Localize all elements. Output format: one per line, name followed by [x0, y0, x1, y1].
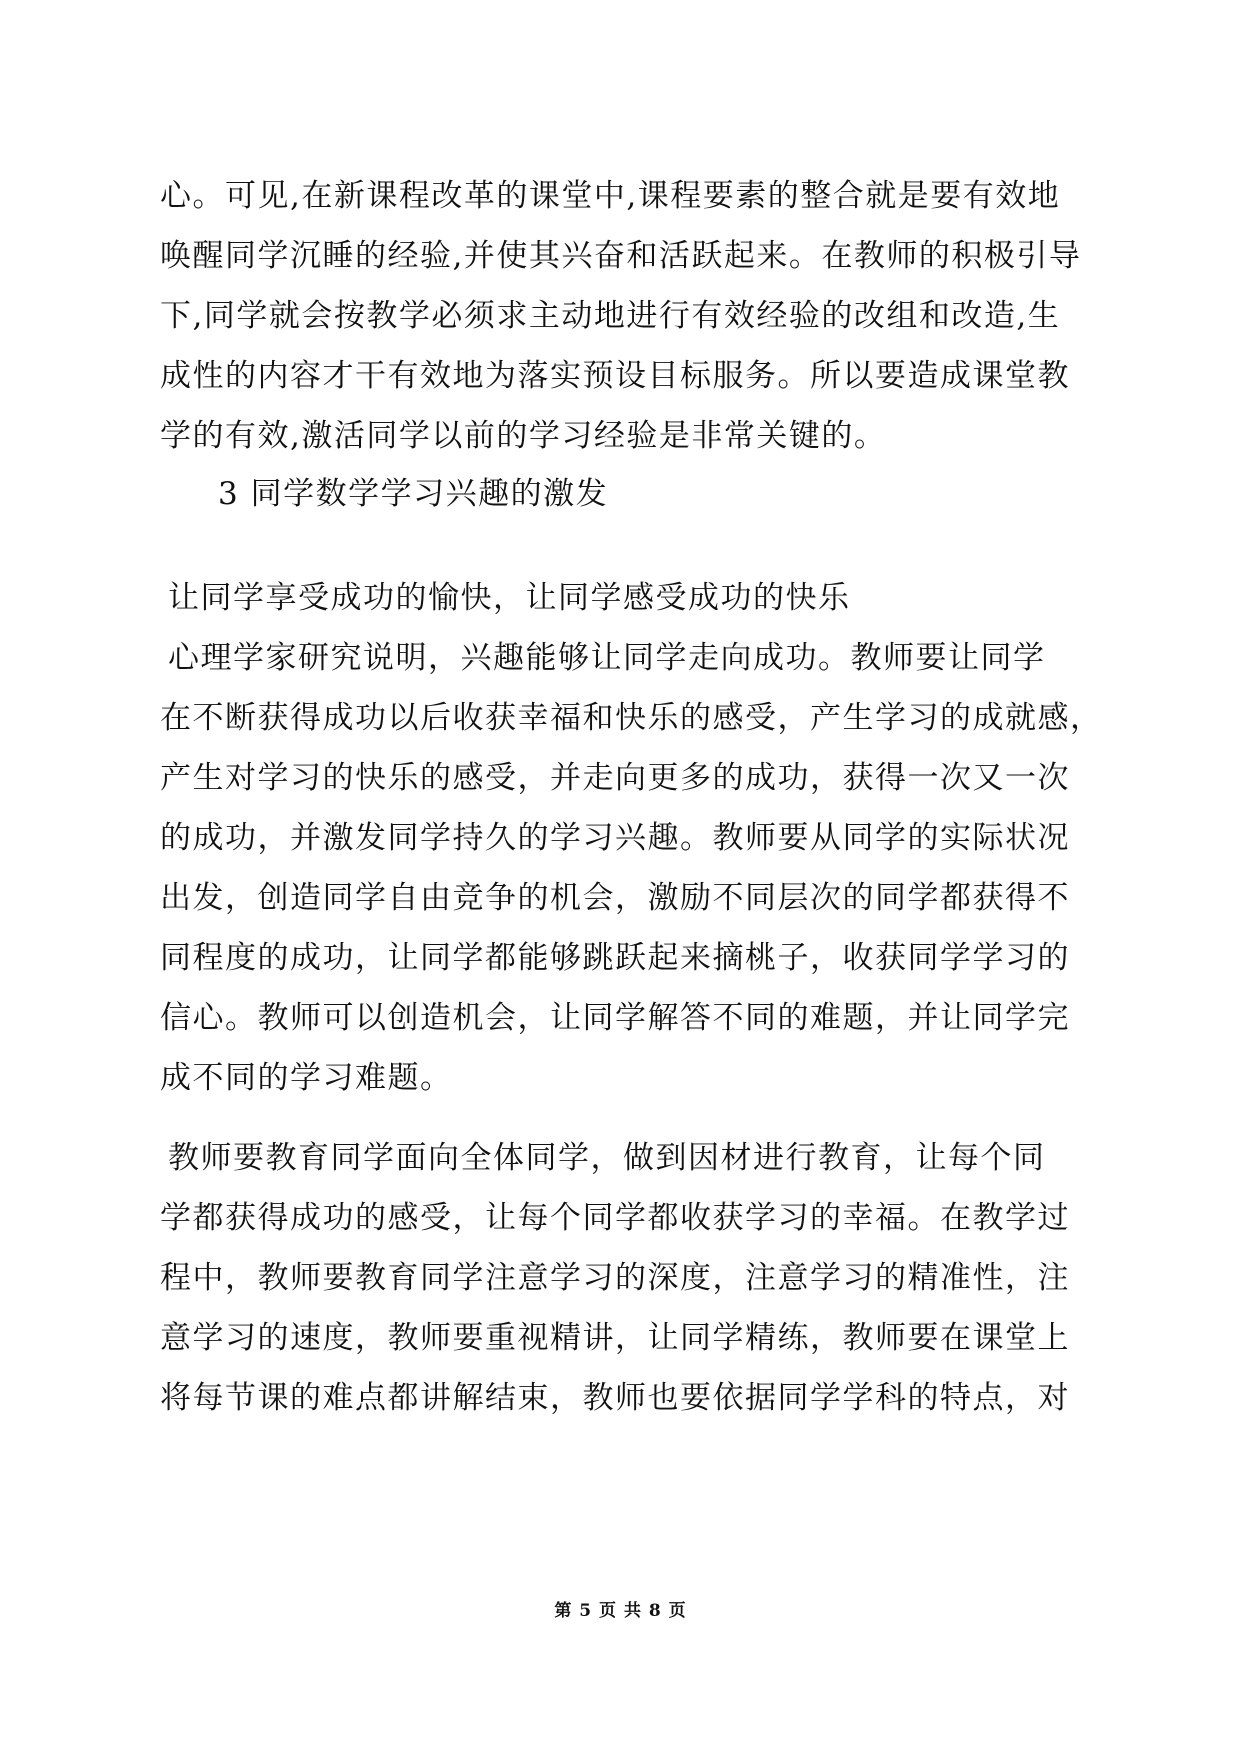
subheading: 让同学享受成功的愉快，让同学感受成功的快乐	[168, 580, 851, 616]
paragraph-line: 学的有效,激活同学以前的学习经验是非常关键的。	[160, 418, 887, 454]
page-footer: 第 5 页 共 8 页	[554, 1601, 687, 1621]
paragraph-line: 成性的内容才干有效地为落实预设目标服务。所以要造成课堂教	[160, 358, 1070, 394]
paragraph-line: 教师要教育同学面向全体同学，做到因材进行教育，让每个同	[168, 1140, 1046, 1176]
paragraph-line: 心。可见,在新课程改革的课堂中,课程要素的整合就是要有效地	[160, 178, 1061, 214]
paragraph-line: 程中，教师要教育同学注意学习的深度，注意学习的精准性，注	[160, 1260, 1070, 1296]
paragraph-line: 意学习的速度，教师要重视精讲，让同学精练，教师要在课堂上	[160, 1320, 1070, 1356]
paragraph-line: 信心。教师可以创造机会，让同学解答不同的难题，并让同学完	[160, 1000, 1070, 1036]
paragraph-line: 将每节课的难点都讲解结束，教师也要依据同学学科的特点，对	[160, 1380, 1070, 1416]
paragraph-line: 在不断获得成功以后收获幸福和快乐的感受，产生学习的成就感，	[160, 700, 1103, 736]
paragraph-line: 下,同学就会按教学必须求主动地进行有效经验的改组和改造,生	[160, 298, 1061, 334]
paragraph-line: 同程度的成功，让同学都能够跳跃起来摘桃子，收获同学学习的	[160, 940, 1070, 976]
paragraph-line: 出发，创造同学自由竞争的机会，激励不同层次的同学都获得不	[160, 880, 1070, 916]
paragraph-line: 心理学家研究说明，兴趣能够让同学走向成功。教师要让同学	[168, 640, 1046, 676]
paragraph-line: 成不同的学习难题。	[160, 1060, 453, 1096]
section-heading: 3 同学数学学习兴趣的激发	[218, 476, 609, 512]
paragraph-line: 产生对学习的快乐的感受，并走向更多的成功，获得一次又一次	[160, 760, 1070, 796]
paragraph-line: 学都获得成功的感受，让每个同学都收获学习的幸福。在教学过	[160, 1200, 1070, 1236]
paragraph-line: 唤醒同学沉睡的经验,并使其兴奋和活跃起来。在教师的积极引导	[160, 238, 1082, 274]
paragraph-line: 的成功，并激发同学持久的学习兴趣。教师要从同学的实际状况	[160, 820, 1070, 856]
